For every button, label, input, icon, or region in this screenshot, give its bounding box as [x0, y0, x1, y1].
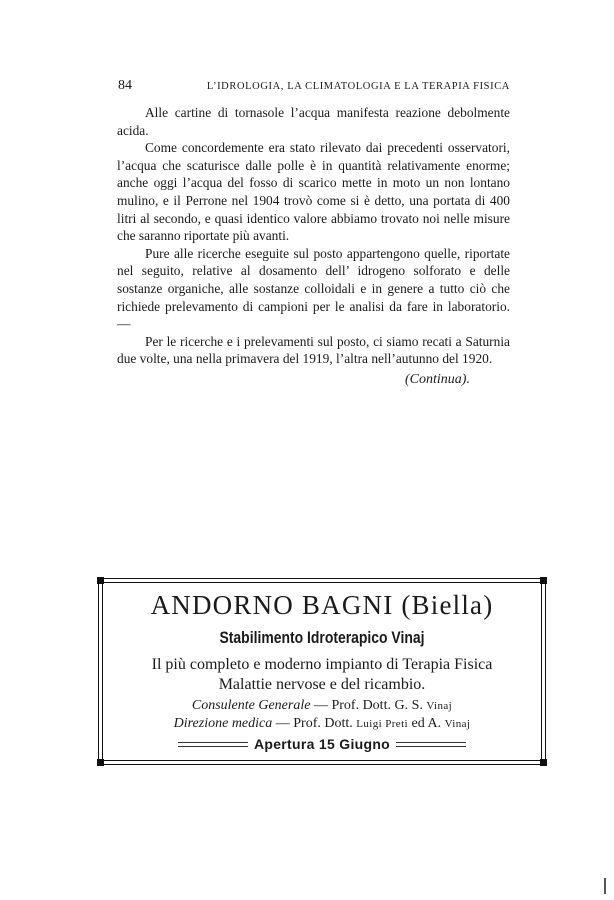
- paragraph: Come concordemente era stato rilevato dai precedenti osservatori, l’acqua che scaturisce dalle polle è in quantità relativamente enorme; anche oggi l’acqua del fosso di scarico mette in moto un non lontano mulino, e il Perrone nel 1904 trovò come si è detto, una portata di 400 litri al secondo, e quasi identico valore abbiamo trovato noi nelle misure che saranno riportate più avanti.: [117, 140, 510, 244]
- ad-subtitle: Stabilimento Idroterapico Vinaj: [219, 628, 425, 647]
- direction-role: Direzione medica: [173, 716, 273, 731]
- advertisement: [106, 588, 538, 752]
- consultant-name: Vinaj: [426, 700, 453, 712]
- paragraph: Pure alle ricerche eseguite sul posto appartengono quelle, riportate nel seguito, relative al dosamento dell’ idrogeno solforato e delle sostanze organiche, alle sostanze colloidali e in genere a tutto ciò che richiede prelevamento di campioni per le analisi da fare in laboratorio. —: [117, 245, 510, 332]
- decorative-rule: [178, 742, 248, 747]
- scan-edge-mark: [604, 878, 606, 894]
- continua-note: (Continua).: [405, 372, 470, 387]
- ad-title: ANDORNO BAGNI (Biella): [150, 590, 494, 620]
- ad-corner: [97, 577, 104, 584]
- running-title: L’IDROLOGIA, LA CLIMATOLOGIA E LA TERAPIA FISICA: [206, 81, 510, 92]
- direction-separator: — Prof. Dott.: [272, 716, 357, 731]
- ad-description: Il più completo e moderno impianto di Terapia Fisica: [151, 656, 493, 673]
- ad-border-right: [541, 578, 546, 765]
- direction-name: Vinaj: [444, 718, 471, 730]
- paragraph: Alle cartine di tornasole l’acqua manifesta reazione debolmente acida.: [117, 105, 510, 138]
- ad-border-top: [98, 578, 546, 583]
- ad-opening: [106, 736, 538, 752]
- decorative-rule: [396, 742, 466, 747]
- page-number: 84: [118, 78, 132, 93]
- ad-corner: [540, 577, 547, 584]
- ad-direction: [106, 715, 538, 733]
- paragraph: Per le ricerche e i prelevamenti sul posto, ci siamo recati a Saturnia due volte, una nella primavera del 1919, l’altra nell’autunno del 1920.: [117, 333, 510, 367]
- ad-specialties: Malattie nervose e del ricambio.: [218, 676, 426, 693]
- ad-border-bottom: [98, 760, 546, 765]
- consultant-separator: — Prof. Dott. G. S.: [310, 698, 427, 713]
- article-body: [117, 104, 510, 368]
- ad-border-left: [98, 578, 103, 765]
- ad-consultant: [106, 697, 538, 715]
- ad-corner: [540, 759, 547, 766]
- direction-name: Luigi Preti: [356, 718, 409, 730]
- opening-date: Apertura 15 Giugno: [253, 736, 391, 752]
- page-header: [118, 78, 510, 94]
- consultant-role: Consulente Generale: [191, 698, 311, 713]
- ad-corner: [97, 759, 104, 766]
- direction-separator: ed A.: [408, 716, 445, 731]
